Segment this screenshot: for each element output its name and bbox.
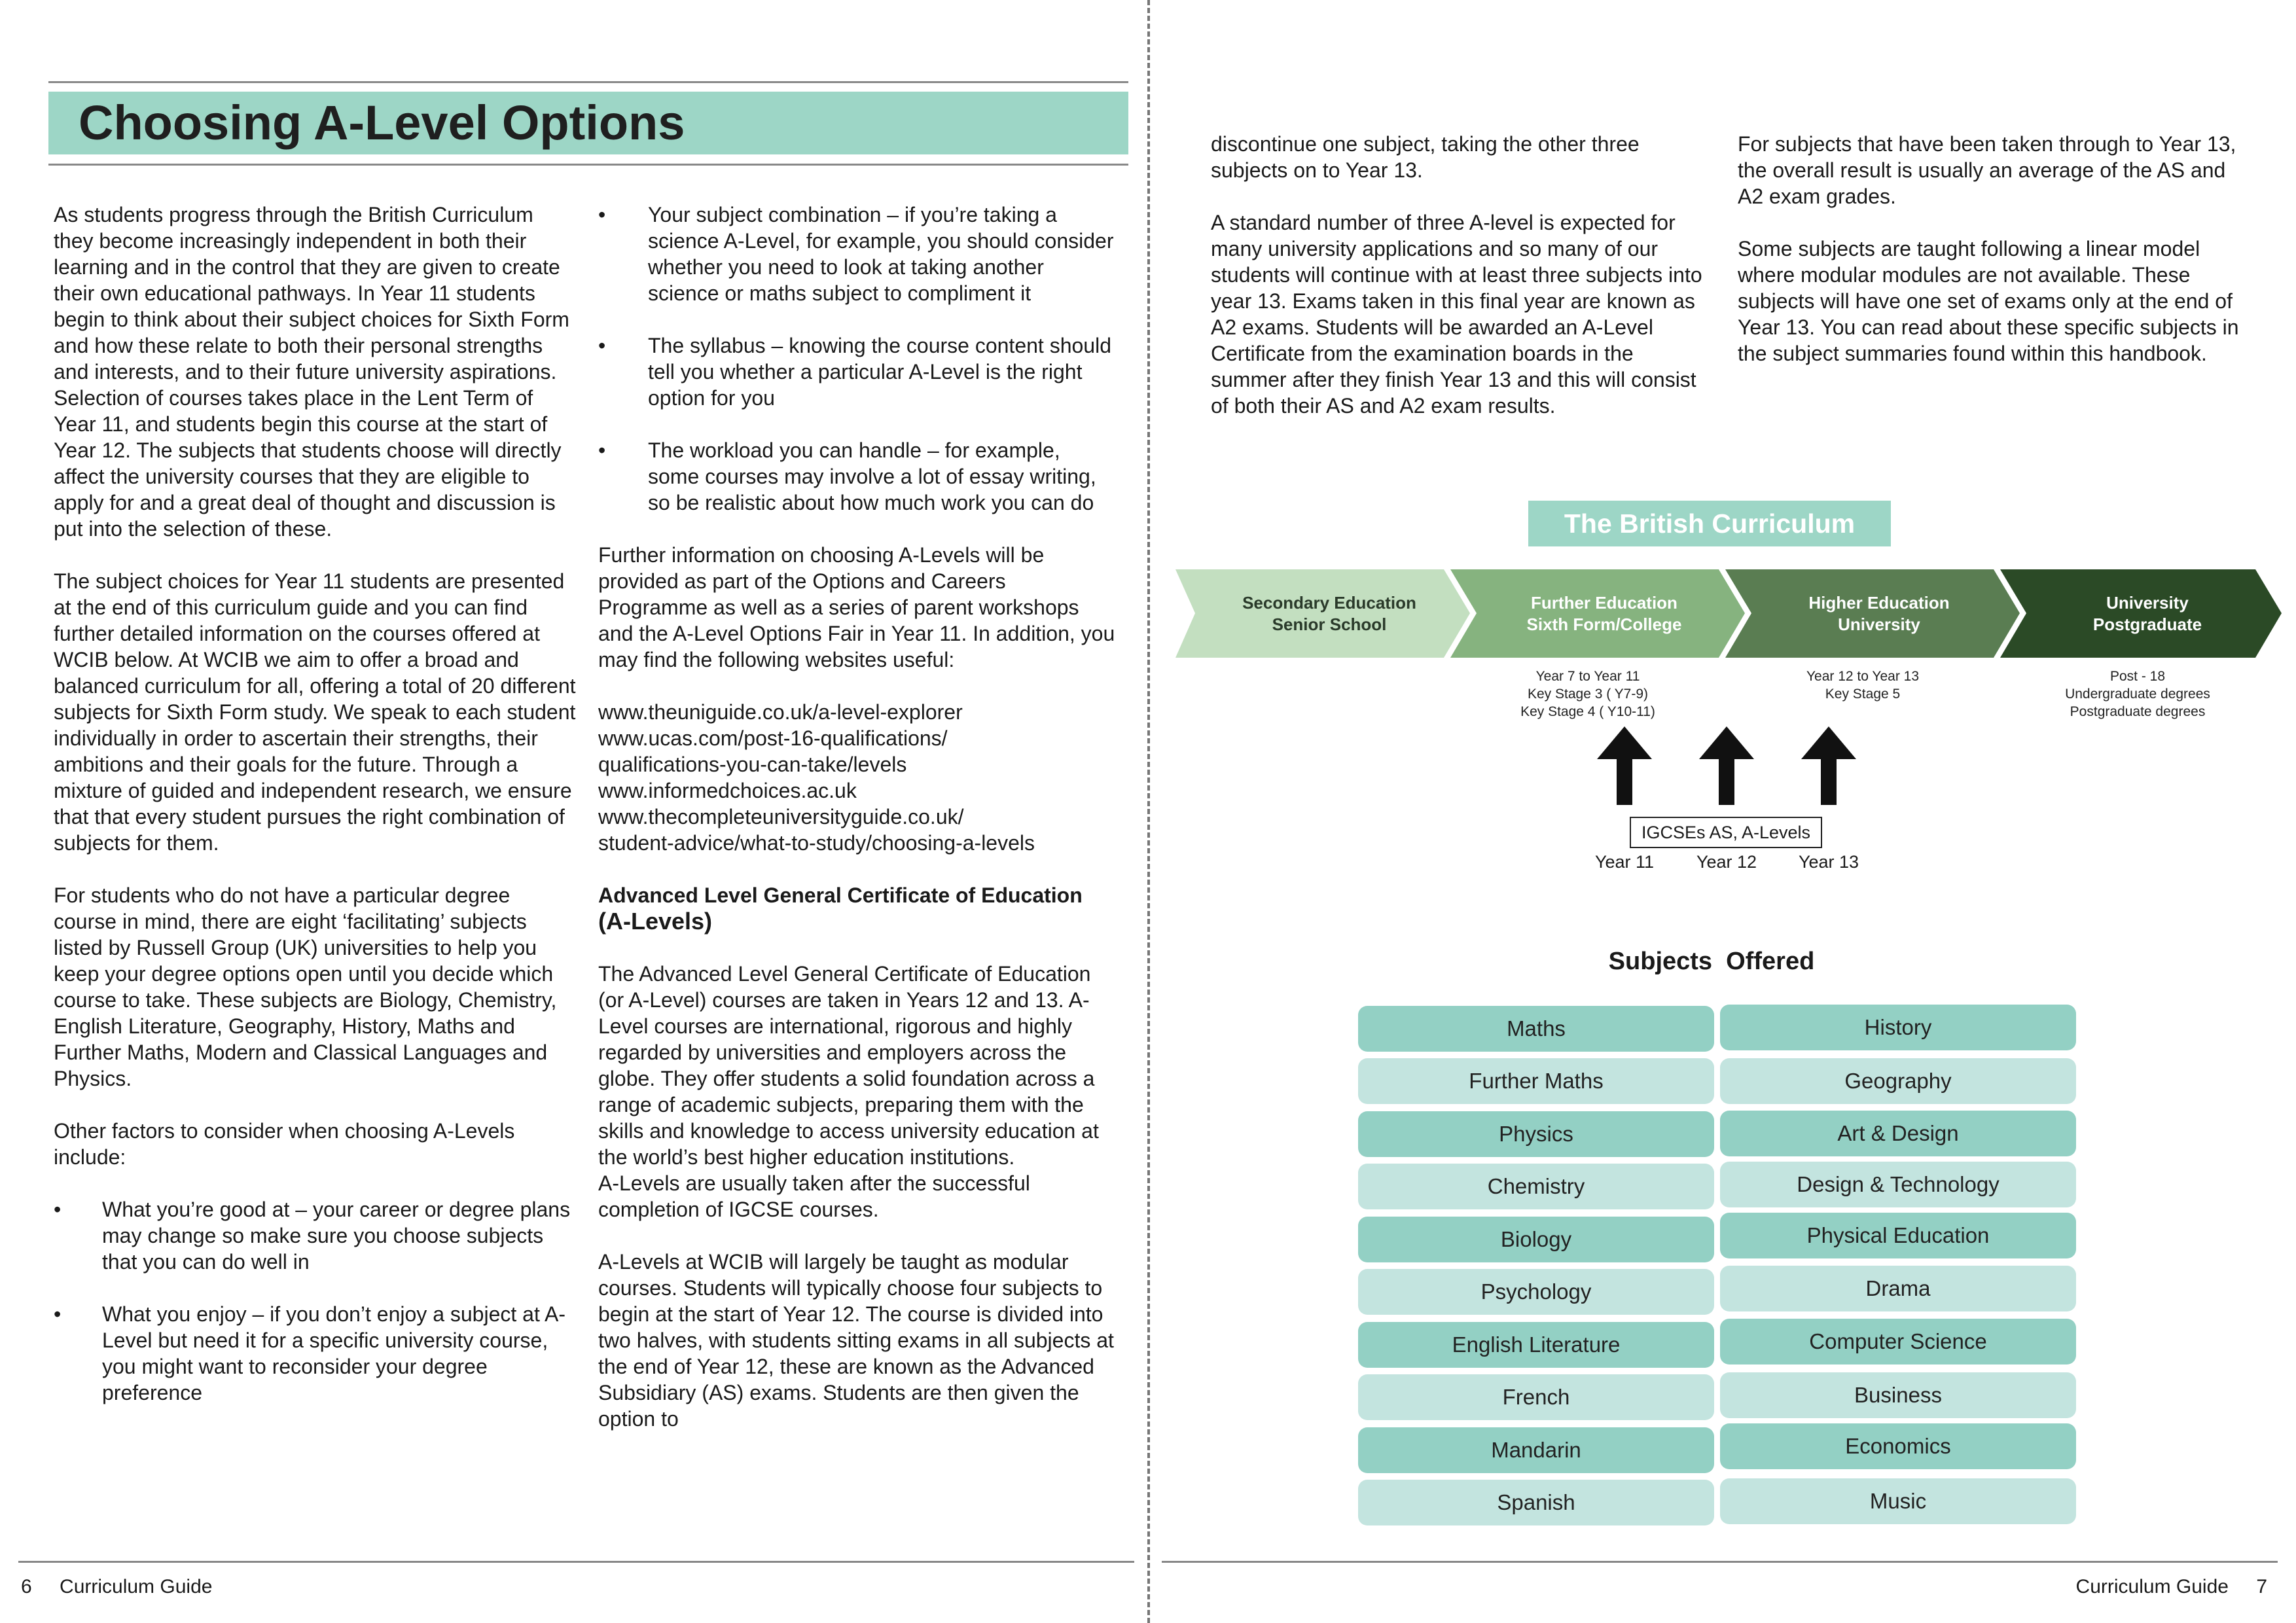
paragraph: discontinue one subject, taking the other three subjects on to Year 13. bbox=[1211, 132, 1640, 182]
year-label: Year 11 bbox=[1594, 852, 1655, 872]
website-links bbox=[598, 699, 1115, 856]
subject-geography: Geography bbox=[1720, 1058, 2076, 1104]
curriculum-title: The British Curriculum bbox=[1564, 508, 1856, 539]
paragraph: For subjects that have been taken through to Year 13, the overall result is usually an average of the AS and A2 exam grades. bbox=[1738, 132, 2236, 208]
link-ucas[interactable]: www.ucas.com/post-16-qualifications/ bbox=[598, 726, 948, 750]
link-completeuniguide[interactable]: www.thecompleteuniversityguide.co.uk/ bbox=[598, 805, 964, 829]
paragraph: For students who do not have a particular degree course in mind, there are eight ‘facilitating’ subjects listed by Russell Group (UK) universities to help you keep your degree options open until you decide which course to take. These subjects are Biology, Chemistry, English Literature, Geography, History, Maths and Further Maths, Modern and Classical Languages and Physics. bbox=[54, 883, 557, 1090]
subject-chemistry: Chemistry bbox=[1358, 1164, 1714, 1209]
bullet-icon: • bbox=[54, 1198, 62, 1221]
footer-label: Curriculum Guide bbox=[60, 1576, 213, 1597]
curriculum-title-box bbox=[1528, 501, 1891, 546]
bullet-icon: • bbox=[598, 438, 606, 462]
stage-label-secondary: Secondary Education Senior School bbox=[1242, 592, 1416, 634]
bullet-icon: • bbox=[598, 334, 606, 357]
subject-history: History bbox=[1720, 1005, 2076, 1050]
subjects-title: Subjects Offered bbox=[1608, 948, 1815, 975]
page-title: Choosing A-Level Options bbox=[79, 96, 685, 150]
footer-rule-left bbox=[18, 1561, 1134, 1563]
paragraph: As students progress through the British Curriculum they become increasingly independent in both their learning and in the control that they are given to create their own educational pathways. In Year 11 students begin to think about their subject choices for Sixth Form and how these relate to both their personal strengths and interests, and to their future university aspirations. Selection of courses takes place in the Lent Term of Year 11, and students begin this course at the start of Year 12. The subjects that students choose will directly affect the university courses that they are eligible to apply for and a great deal of thought and discussion is put into the selection of these. bbox=[54, 203, 569, 541]
subject-spanish: Spanish bbox=[1358, 1480, 1714, 1525]
subject-physics: Physics bbox=[1358, 1111, 1714, 1157]
footer-rule-right bbox=[1162, 1561, 2278, 1563]
subject-psychology: Psychology bbox=[1358, 1269, 1714, 1315]
bullet-icon: • bbox=[598, 203, 606, 226]
subject-french: French bbox=[1358, 1374, 1714, 1420]
year-label: Year 12 bbox=[1696, 852, 1757, 872]
subject-drama: Drama bbox=[1720, 1266, 2076, 1311]
stage-label-further: Further Education Sixth Form/College bbox=[1526, 592, 1682, 634]
page-fold-divider bbox=[1147, 0, 1150, 1623]
factors-list-continued bbox=[598, 202, 1115, 516]
curriculum-stages bbox=[1175, 569, 2282, 658]
subject-design-technology: Design & Technology bbox=[1720, 1162, 2076, 1207]
right-column-1 bbox=[1211, 131, 1715, 445]
stage-label-university: University Postgraduate bbox=[2092, 592, 2202, 634]
subject-physical-education: Physical Education bbox=[1720, 1213, 2076, 1258]
subject-business: Business bbox=[1720, 1372, 2076, 1418]
paragraph: The Advanced Level General Certificate of Education (or A-Level) courses are taken in Years 12 and 13. A-Level courses are international, rigorous and highly regarded by universities and employers across the globe. They offer students a solid foundation across a range of academic subjects, preparing them with the skills and knowledge to access university education at the world’s best higher education institutions. bbox=[598, 962, 1099, 1169]
further-info-paragraph: Further information on choosing A-Levels will be provided as part of the Options and Careers Programme as well as a series of parent workshops and the A-Level Options Fair in Year 11. In addition, you may find the following websites useful: bbox=[598, 543, 1115, 671]
footer-right bbox=[2076, 1576, 2267, 1598]
footer-left bbox=[21, 1576, 212, 1598]
page-number: 7 bbox=[2256, 1576, 2267, 1597]
bullet-icon: • bbox=[54, 1302, 62, 1326]
subject-maths: Maths bbox=[1358, 1006, 1714, 1052]
paragraph: Some subjects are taught following a linear model where modular modules are not available. These subjects will have one set of exams only at the end of Year 13. You can read about these specific subjects in the subject summaries found within this handbook. bbox=[1738, 237, 2239, 365]
title-bar bbox=[48, 92, 1128, 154]
list-item: • The workload you can handle – for example, some courses may involve a lot of essay writing, so be realistic about how much work you can do bbox=[598, 438, 1096, 514]
link-informedchoices[interactable]: www.informedchoices.ac.uk bbox=[598, 779, 857, 802]
year-label: Year 13 bbox=[1798, 852, 1859, 872]
subject-economics: Economics bbox=[1720, 1423, 2076, 1469]
subject-music: Music bbox=[1720, 1478, 2076, 1524]
paragraph: A-Levels at WCIB will largely be taught as modular courses. Students will typically choose four subjects to begin at the start of Year 12. The course is divided into two halves, with students sitting exams in all subjects at the end of Year 12, these are known as the Advanced Subsidiary (AS) exams. Students are then given the option to bbox=[598, 1250, 1114, 1431]
link-ucas-continued[interactable]: qualifications-you-can-take/levels bbox=[598, 753, 907, 776]
subject-english-literature: English Literature bbox=[1358, 1322, 1714, 1368]
paragraph: A-Levels are usually taken after the successful completion of IGCSE courses. bbox=[598, 1171, 1030, 1221]
page-number: 6 bbox=[21, 1576, 32, 1597]
subject-art-design: Art & Design bbox=[1720, 1111, 2076, 1156]
exam-box: IGCSEs AS, A-Levels bbox=[1630, 817, 1822, 848]
list-item: • What you enjoy – if you don’t enjoy a subject at A-Level but need it for a specific university course, you might want to reconsider your degree preference bbox=[54, 1302, 565, 1404]
right-column-2 bbox=[1738, 131, 2242, 393]
subject-computer-science: Computer Science bbox=[1720, 1319, 2076, 1364]
list-item: • What you’re good at – your career or degree plans may change so make sure you choose subjects that you can do well in bbox=[54, 1198, 571, 1274]
stage-note-further: Year 7 to Year 11 Key Stage 3 ( Y7-9) Key Stage 4 ( Y10-11) bbox=[1520, 669, 1655, 719]
paragraph: The subject choices for Year 11 students are presented at the end of this curriculum guide and you can find further detailed information on the courses offered at WCIB below. At WCIB we aim to offer a broad and balanced curriculum for all, offering a total of 20 different subjects for Sixth Form study. We speak to each student individually in order to ascertain their strengths, their ambitions and their goals for the future. Through a mixture of guided and independent research, we ensure that that every student pursues the right combination of subjects for them. bbox=[54, 569, 576, 855]
subject-biology: Biology bbox=[1358, 1217, 1714, 1262]
title-bottom-rule bbox=[48, 164, 1128, 166]
up-arrow-icon bbox=[1699, 726, 1754, 805]
list-item: • Your subject combination – if you’re taking a science A-Level, for example, you should consider whether you need to look at taking another science or maths subject to compliment it bbox=[598, 203, 1114, 305]
stage-label-higher: Higher Education University bbox=[1808, 592, 1950, 634]
link-uniguide[interactable]: www.theuniguide.co.uk/a-level-explorer bbox=[598, 700, 963, 724]
list-item: • The syllabus – knowing the course content should tell you whether a particular A-Level is the right option for you bbox=[598, 334, 1111, 410]
stage-note-university: Post - 18 Undergraduate degrees Postgraduate degrees bbox=[2065, 669, 2210, 719]
up-arrow-icon bbox=[1597, 726, 1652, 805]
subject-mandarin: Mandarin bbox=[1358, 1427, 1714, 1473]
link-completeuniguide-continued[interactable]: student-advice/what-to-study/choosing-a-levels bbox=[598, 831, 1035, 855]
left-column-1 bbox=[54, 202, 577, 1432]
up-arrow-icon bbox=[1801, 726, 1856, 805]
paragraph: A standard number of three A-level is expected for many university applications and so many of our students will continue with at least three subjects into year 13. Exams taken in this final year are known as A2 exams. Students will be awarded an A-Level Certificate from the examination boards in the summer after they finish Year 13 and this will consist of both their AS and A2 exam results. bbox=[1211, 211, 1702, 418]
title-top-rule bbox=[48, 81, 1128, 83]
left-column-2 bbox=[598, 202, 1115, 1458]
alevel-heading: Advanced Level General Certificate of Education (A-Levels) bbox=[598, 883, 1083, 935]
subject-further-maths: Further Maths bbox=[1358, 1058, 1714, 1104]
paragraph: Other factors to consider when choosing A-Levels include: bbox=[54, 1119, 515, 1169]
footer-label: Curriculum Guide bbox=[2075, 1576, 2229, 1597]
factors-list bbox=[54, 1196, 577, 1406]
stage-note-higher: Year 12 to Year 13 Key Stage 5 bbox=[1806, 669, 1920, 702]
